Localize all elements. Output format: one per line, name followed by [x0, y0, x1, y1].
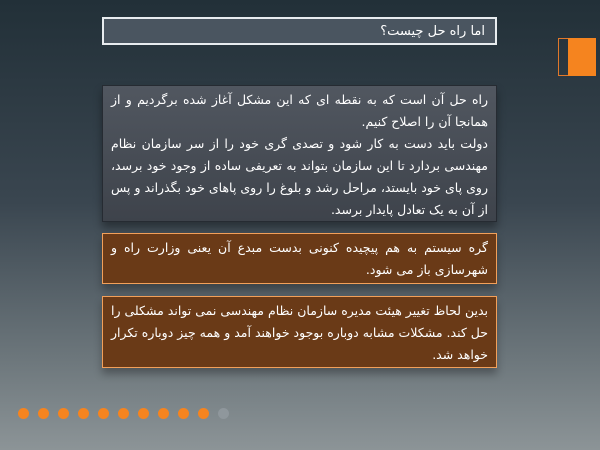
pagination-dot[interactable]: [158, 408, 169, 419]
pagination-dot[interactable]: [78, 408, 89, 419]
pagination-dot[interactable]: [198, 408, 209, 419]
board-change-text: بدین لحاظ تغییر هیئت مدیره سازمان نظام مهندسی نمی تواند مشکلی را حل کند. مشکلات مشابه دوباره بوجود خواهند آمد و همه چیز دوباره تکرار خواهد شد.: [111, 303, 488, 362]
board-change-text-box: [102, 296, 497, 368]
solution-text-box: [102, 85, 497, 222]
pagination-dot[interactable]: [118, 408, 129, 419]
ministry-text-box: [102, 233, 497, 284]
pagination-dot[interactable]: [218, 408, 229, 419]
pagination-dot[interactable]: [18, 408, 29, 419]
pagination-dot[interactable]: [58, 408, 69, 419]
ministry-text: گره سیستم به هم پیچیده کنونی بدست مبدع آن یعنی وزارت راه و شهرسازی باز می شود.: [111, 240, 488, 277]
pagination-dot[interactable]: [138, 408, 149, 419]
pagination-dot[interactable]: [98, 408, 109, 419]
slide-pagination-dots: [18, 408, 229, 419]
solution-text: راه حل آن است که به نقطه ای که این مشکل آغاز شده برگردیم و از همانجا آن را اصلاح کنیم. دولت باید دست به کار شود و تصدی گری خود را از سر سازمان نظام مهندسی بردارد تا این سازمان بتواند به تعریفی ساده از وجود خود برسد، روی پای خود بایستد، مراحل رشد و بلوغ را روی پاهای خود بگذراند و پس از آن به یک تعادل پایدار برسد.: [111, 92, 488, 217]
pagination-dot[interactable]: [38, 408, 49, 419]
accent-bar: [568, 38, 596, 76]
slide-title: اما راه حل چیست؟: [102, 17, 497, 45]
pagination-dot[interactable]: [178, 408, 189, 419]
